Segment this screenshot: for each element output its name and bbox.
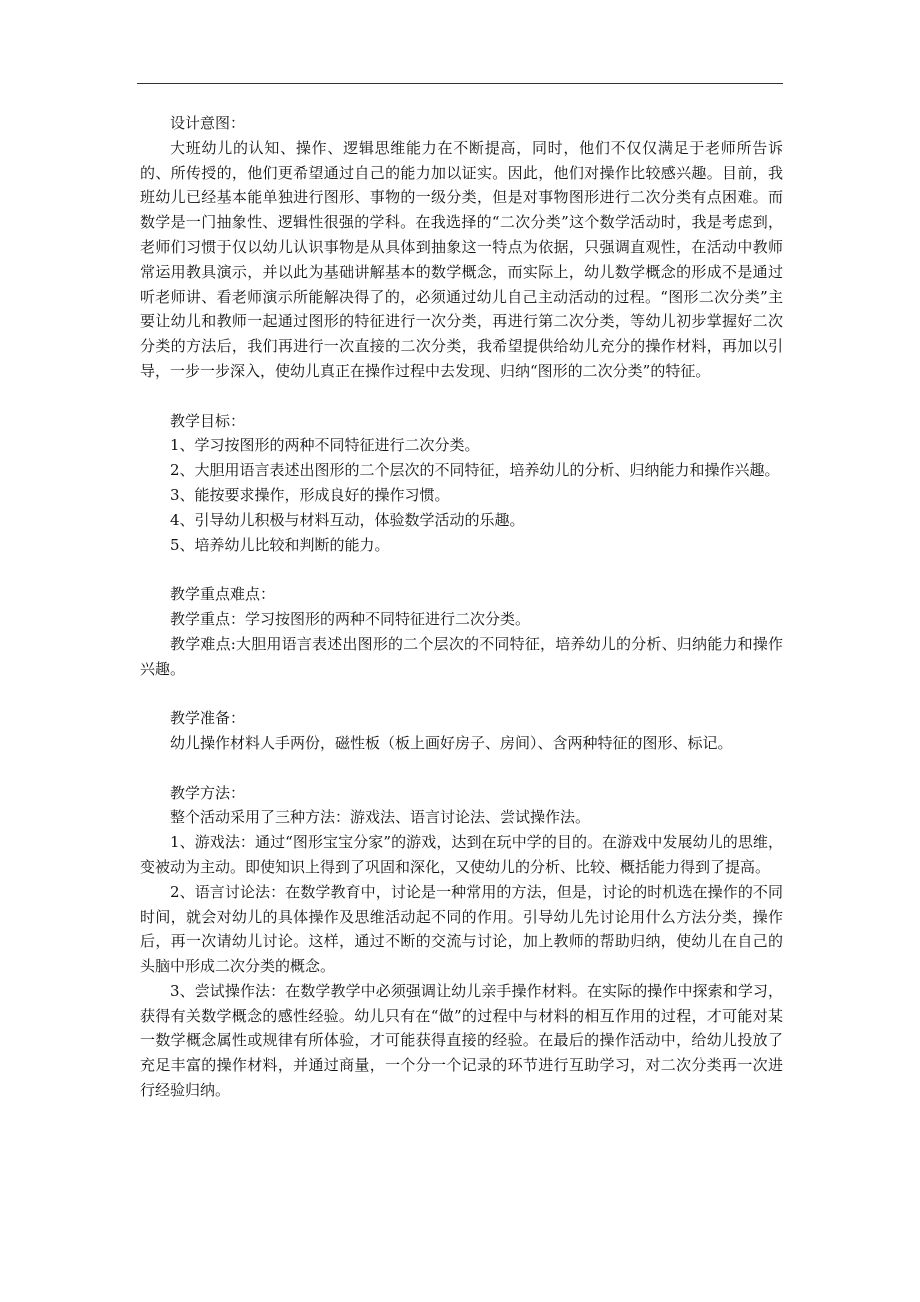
section-spacer — [140, 681, 783, 706]
method-item: 1、游戏法：通过“图形宝宝分家”的游戏，达到在玩中学的目的。在游戏中发展幼儿的思维，变被动为主动。即使知识上得到了巩固和深化，又使幼儿的分析、比较、概括能力得到了提高。 — [140, 833, 783, 876]
method-item: 2、语言讨论法：在数学教育中，讨论是一种常用的方法，但是，讨论的时机选在操作的不同时间，就会对幼儿的具体操作及思维活动起不同的作用。引导幼儿先讨论用什么方法分类，操作后，再一次请幼儿讨论。这样，通过不断的交流与讨论，加上教师的帮助归纳，使幼儿在自己的头脑中形成二次分类的概念。 — [140, 882, 783, 976]
section-spacer — [140, 557, 783, 582]
preparation-paragraph: 幼儿操作材料人手两份，磁性板（板上画好房子、房间）、含两种特征的图形、标记。 — [170, 733, 733, 752]
goal-item: 5、培养幼儿比较和判断的能力。 — [170, 535, 390, 554]
goals-heading: 教学目标： — [170, 411, 246, 430]
keypoint-focus: 教学重点：学习按图形的两种不同特征进行二次分类。 — [170, 609, 531, 628]
preparation-heading: 教学准备： — [170, 709, 246, 728]
section-spacer — [140, 756, 783, 781]
section-spacer — [140, 384, 783, 409]
methods-heading: 教学方法： — [170, 783, 246, 802]
method-item: 3、尝试操作法：在数学教学中必须强调让幼儿亲手操作材料。在实际的操作中探索和学习，获得有关数学概念的感性经验。幼儿只有在“做”的过程中与材料的相互作用的过程，才可能对某一数学概念属性或规律有所体验，才可能获得直接的经验。在最后的操作活动中，给幼儿投放了充足丰富的操作材料，并通过商量，一个分一个记录的环节进行互助学习，对二次分类再一次进行经验归纳。 — [140, 981, 783, 1100]
goal-item: 2、大胆用语言表述出图形的二个层次的不同特征，培养幼儿的分析、归纳能力和操作兴趣。 — [170, 461, 780, 480]
goal-item: 1、学习按图形的两种不同特征进行二次分类。 — [170, 436, 480, 455]
goal-item: 3、能按要求操作，形成良好的操作习惯。 — [170, 485, 450, 504]
methods-intro: 整个活动采用了三种方法：游戏法、语言讨论法、尝试操作法。 — [170, 808, 591, 827]
header-rule — [137, 83, 783, 84]
design-heading: 设计意图： — [170, 114, 246, 132]
document-body — [140, 111, 783, 1103]
keypoint-difficulty: 教学难点:大胆用语言表述出图形的二个层次的不同特征，培养幼儿的分析、归纳能力和操作兴趣。 — [140, 634, 783, 678]
goal-item: 4、引导幼儿积极与材料互动，体验数学活动的乐趣。 — [170, 510, 525, 529]
design-paragraph: 大班幼儿的认知、操作、逻辑思维能力在不断提高，同时，他们不仅仅满足于老师所告诉的、所传授的，他们更希望通过自己的能力加以证实。因此，他们对操作比较感兴趣。目前，我班幼儿已经基本能单独进行图形、事物的一级分类，但是对事物图形进行二次分类有点困难。而数学是一门抽象性、逻辑性很强的学科。在我选择的“二次分类”这个数学活动时，我是考虑到，老师们习惯于仅以幼儿认识事物是从具体到抽象这一特点为依据，只强调直观性，在活动中教师常运用教具演示，并以此为基础讲解基本的数学概念，而实际上，幼儿数学概念的形成不是通过听老师讲、看老师演示所能解决得了的，必须通过幼儿自己主动活动的过程。“图形二次分类”主要让幼儿和教师一起通过图形的特征进行一次分类，再进行第二次分类，等幼儿初步掌握好二次分类的方法后，我们再进行一次直接的二次分类，我希望提供给幼儿充分的操作材料，再加以引导，一步一步深入，使幼儿真正在操作过程中去发现、归纳“图形的二次分类”的特征。 — [140, 138, 783, 380]
keypoints-heading: 教学重点难点： — [170, 585, 276, 604]
